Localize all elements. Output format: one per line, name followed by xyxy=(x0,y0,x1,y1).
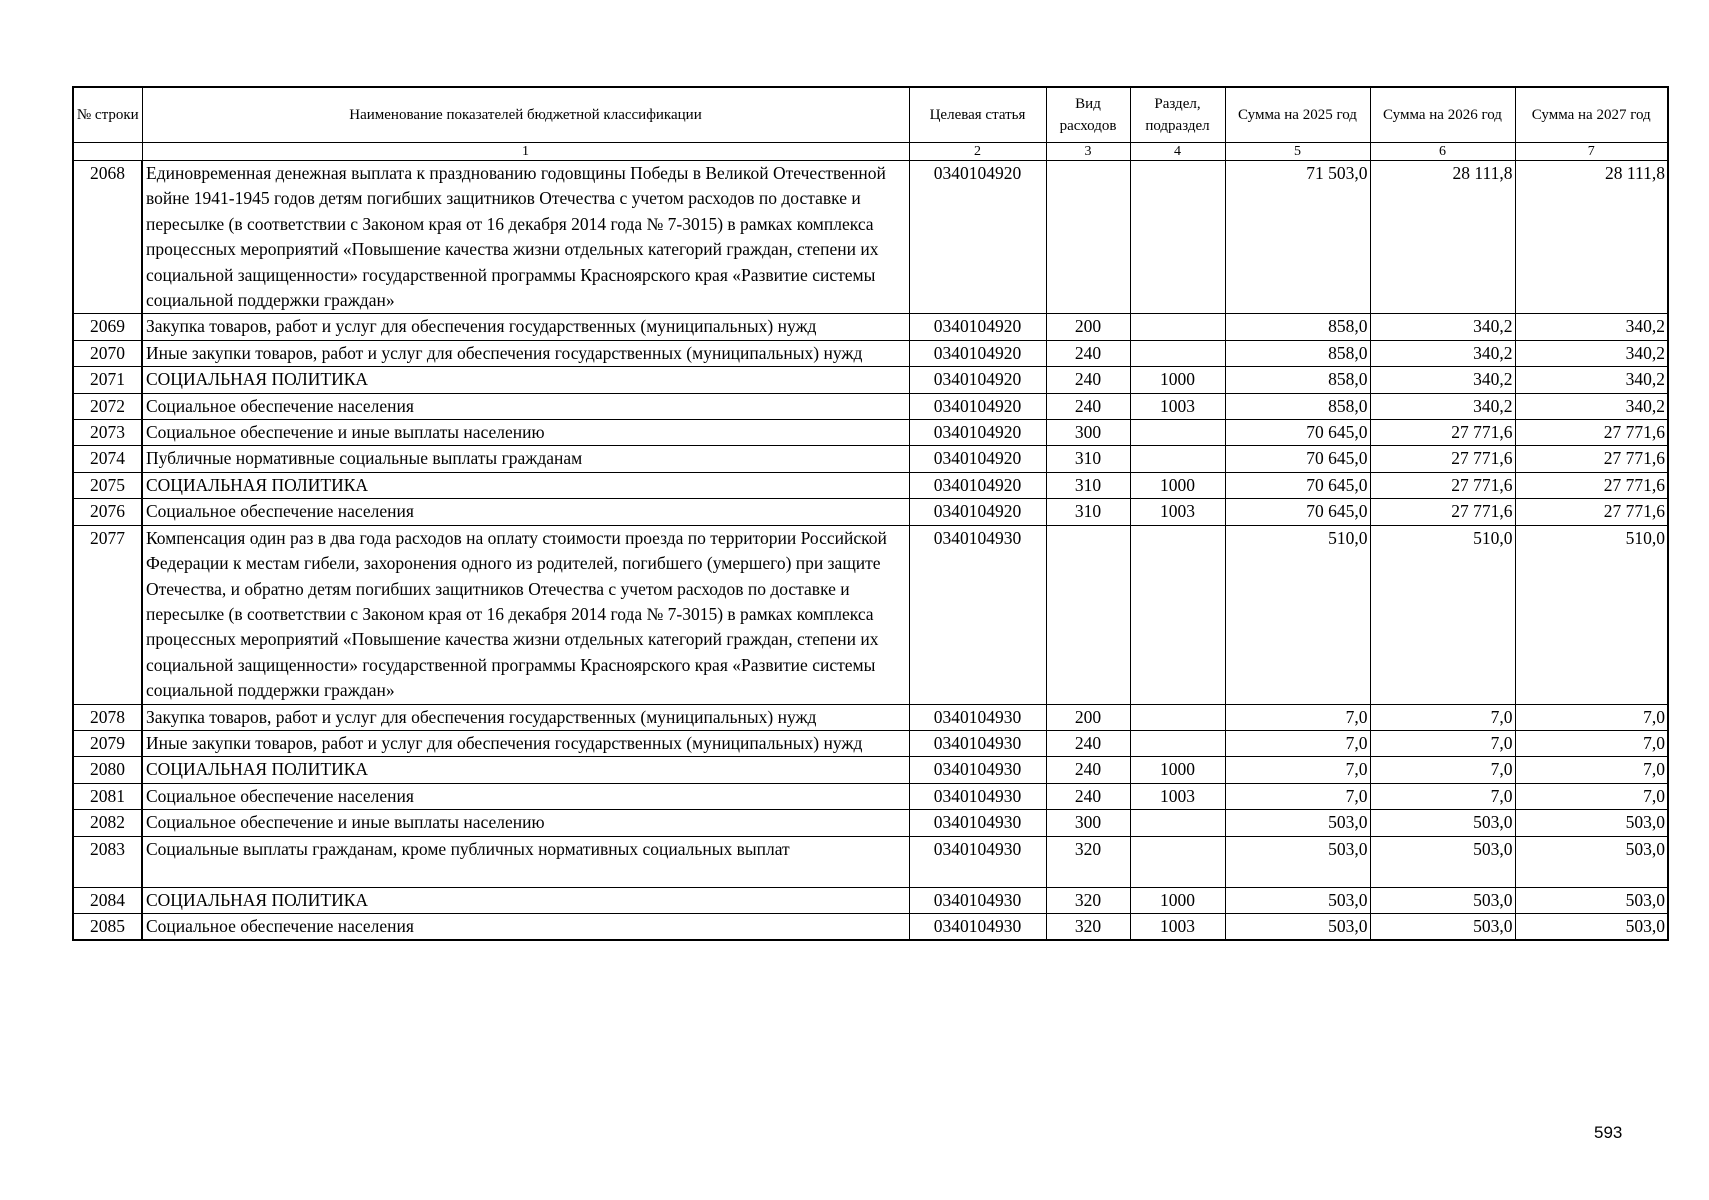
sum-2026-cell: 7,0 xyxy=(1370,730,1515,756)
table-row xyxy=(73,783,1668,809)
sum-2026-cell: 510,0 xyxy=(1370,525,1515,704)
column-number: 2 xyxy=(909,143,1046,161)
sum-2027-cell: 28 111,8 xyxy=(1515,161,1668,314)
indicator-name-cell: Социальное обеспечение и иные выплаты населению xyxy=(142,810,909,836)
sum-2025-cell: 510,0 xyxy=(1225,525,1370,704)
sum-2027-cell: 503,0 xyxy=(1515,887,1668,913)
sum-2027-cell: 7,0 xyxy=(1515,783,1668,809)
indicator-name-cell: Социальное обеспечение и иные выплаты населению xyxy=(142,420,909,446)
table-row xyxy=(73,730,1668,756)
table-row xyxy=(73,499,1668,525)
column-number: 5 xyxy=(1225,143,1370,161)
expense-type-cell: 240 xyxy=(1046,367,1130,393)
expense-type-cell: 240 xyxy=(1046,757,1130,783)
section-cell xyxy=(1130,161,1225,314)
sum-2027-cell: 340,2 xyxy=(1515,393,1668,419)
row-number-cell: 2068 xyxy=(73,161,142,314)
sum-2025-cell: 858,0 xyxy=(1225,367,1370,393)
expense-type-cell xyxy=(1046,525,1130,704)
row-number-cell: 2079 xyxy=(73,730,142,756)
row-number-cell: 2072 xyxy=(73,393,142,419)
row-number-cell: 2077 xyxy=(73,525,142,704)
header-sum-2027: Сумма на 2027 год xyxy=(1515,87,1668,143)
target-article-cell: 0340104930 xyxy=(909,836,1046,887)
row-number-cell: 2070 xyxy=(73,340,142,366)
table-header xyxy=(73,87,1668,161)
target-article-cell: 0340104930 xyxy=(909,810,1046,836)
table-row xyxy=(73,472,1668,498)
section-cell xyxy=(1130,704,1225,730)
sum-2025-cell: 7,0 xyxy=(1225,704,1370,730)
sum-2025-cell: 71 503,0 xyxy=(1225,161,1370,314)
header-expense-type: Вид расходов xyxy=(1046,87,1130,143)
expense-type-cell: 240 xyxy=(1046,730,1130,756)
table-row xyxy=(73,525,1668,704)
sum-2027-cell: 503,0 xyxy=(1515,913,1668,940)
target-article-cell: 0340104920 xyxy=(909,340,1046,366)
expense-type-cell: 240 xyxy=(1046,393,1130,419)
table-row xyxy=(73,757,1668,783)
page-number: 593 xyxy=(1594,1123,1623,1142)
sum-2027-cell: 7,0 xyxy=(1515,730,1668,756)
section-cell: 1003 xyxy=(1130,499,1225,525)
sum-2025-cell: 503,0 xyxy=(1225,836,1370,887)
sum-2026-cell: 503,0 xyxy=(1370,913,1515,940)
indicator-name-cell: СОЦИАЛЬНАЯ ПОЛИТИКА xyxy=(142,887,909,913)
target-article-cell: 0340104920 xyxy=(909,420,1046,446)
header-name: Наименование показателей бюджетной классификации xyxy=(142,87,909,143)
expense-type-cell xyxy=(1046,161,1130,314)
indicator-name-cell: Социальное обеспечение населения xyxy=(142,913,909,940)
target-article-cell: 0340104930 xyxy=(909,704,1046,730)
target-article-cell: 0340104930 xyxy=(909,757,1046,783)
sum-2026-cell: 503,0 xyxy=(1370,810,1515,836)
target-article-cell: 0340104920 xyxy=(909,446,1046,472)
sum-2027-cell: 7,0 xyxy=(1515,757,1668,783)
target-article-cell: 0340104920 xyxy=(909,393,1046,419)
sum-2026-cell: 28 111,8 xyxy=(1370,161,1515,314)
section-cell: 1003 xyxy=(1130,393,1225,419)
sum-2026-cell: 340,2 xyxy=(1370,314,1515,340)
sum-2027-cell: 340,2 xyxy=(1515,314,1668,340)
sum-2025-cell: 70 645,0 xyxy=(1225,472,1370,498)
expense-type-cell: 320 xyxy=(1046,836,1130,887)
sum-2027-cell: 340,2 xyxy=(1515,340,1668,366)
section-cell xyxy=(1130,314,1225,340)
target-article-cell: 0340104930 xyxy=(909,525,1046,704)
row-number-cell: 2080 xyxy=(73,757,142,783)
sum-2026-cell: 340,2 xyxy=(1370,340,1515,366)
table-row xyxy=(73,704,1668,730)
table-row xyxy=(73,420,1668,446)
section-cell xyxy=(1130,836,1225,887)
section-cell xyxy=(1130,446,1225,472)
expense-type-cell: 310 xyxy=(1046,472,1130,498)
indicator-name-cell: Социальное обеспечение населения xyxy=(142,393,909,419)
table-row xyxy=(73,913,1668,940)
section-cell: 1000 xyxy=(1130,757,1225,783)
column-number: 3 xyxy=(1046,143,1130,161)
sum-2025-cell: 7,0 xyxy=(1225,757,1370,783)
indicator-name-cell: Социальное обеспечение населения xyxy=(142,499,909,525)
section-cell xyxy=(1130,810,1225,836)
sum-2026-cell: 340,2 xyxy=(1370,393,1515,419)
expense-type-cell: 300 xyxy=(1046,810,1130,836)
indicator-name-cell: Иные закупки товаров, работ и услуг для обеспечения государственных (муниципальных) нужд xyxy=(142,340,909,366)
sum-2026-cell: 7,0 xyxy=(1370,783,1515,809)
table-row xyxy=(73,836,1668,887)
sum-2025-cell: 503,0 xyxy=(1225,913,1370,940)
target-article-cell: 0340104920 xyxy=(909,367,1046,393)
section-cell xyxy=(1130,730,1225,756)
column-number: 6 xyxy=(1370,143,1515,161)
target-article-cell: 0340104920 xyxy=(909,499,1046,525)
sum-2025-cell: 858,0 xyxy=(1225,340,1370,366)
row-number-cell: 2075 xyxy=(73,472,142,498)
row-number-cell: 2085 xyxy=(73,913,142,940)
sum-2025-cell: 70 645,0 xyxy=(1225,499,1370,525)
budget-table xyxy=(72,86,1669,941)
sum-2025-cell: 858,0 xyxy=(1225,314,1370,340)
expense-type-cell: 240 xyxy=(1046,340,1130,366)
sum-2025-cell: 7,0 xyxy=(1225,783,1370,809)
table-row xyxy=(73,810,1668,836)
section-cell: 1000 xyxy=(1130,887,1225,913)
table-row xyxy=(73,887,1668,913)
sum-2026-cell: 340,2 xyxy=(1370,367,1515,393)
sum-2026-cell: 503,0 xyxy=(1370,836,1515,887)
row-number-cell: 2082 xyxy=(73,810,142,836)
row-number-cell: 2071 xyxy=(73,367,142,393)
expense-type-cell: 200 xyxy=(1046,314,1130,340)
indicator-name-cell: СОЦИАЛЬНАЯ ПОЛИТИКА xyxy=(142,472,909,498)
sum-2027-cell: 27 771,6 xyxy=(1515,446,1668,472)
target-article-cell: 0340104920 xyxy=(909,314,1046,340)
row-number-cell: 2076 xyxy=(73,499,142,525)
indicator-name-cell: Закупка товаров, работ и услуг для обеспечения государственных (муниципальных) нужд xyxy=(142,704,909,730)
header-section: Раздел, подраздел xyxy=(1130,87,1225,143)
section-cell: 1003 xyxy=(1130,783,1225,809)
section-cell: 1000 xyxy=(1130,472,1225,498)
table-row xyxy=(73,161,1668,314)
section-cell xyxy=(1130,340,1225,366)
column-number: 7 xyxy=(1515,143,1668,161)
row-number-cell: 2069 xyxy=(73,314,142,340)
row-number-cell: 2074 xyxy=(73,446,142,472)
sum-2025-cell: 7,0 xyxy=(1225,730,1370,756)
sum-2027-cell: 510,0 xyxy=(1515,525,1668,704)
target-article-cell: 0340104920 xyxy=(909,472,1046,498)
expense-type-cell: 310 xyxy=(1046,499,1130,525)
column-number xyxy=(73,143,142,161)
sum-2025-cell: 503,0 xyxy=(1225,810,1370,836)
section-cell: 1000 xyxy=(1130,367,1225,393)
indicator-name-cell: СОЦИАЛЬНАЯ ПОЛИТИКА xyxy=(142,757,909,783)
sum-2027-cell: 503,0 xyxy=(1515,836,1668,887)
expense-type-cell: 320 xyxy=(1046,913,1130,940)
indicator-name-cell: Единовременная денежная выплата к празднованию годовщины Победы в Великой Отечественной войне 1941-1945 годов детям погибших защитников Отечества с учетом расходов по доставке и пересылке (в соответствии с Законом края от 16 декабря 2014 года № 7-3015) в рамках комплекса процессных мероприятий «Повышение качества жизни отдельных категорий граждан, степени их социальной защищенности» государственной программы Красноярского края «Развитие системы социальной поддержки граждан» xyxy=(142,161,909,314)
column-numbers-row xyxy=(73,143,1668,161)
sum-2027-cell: 7,0 xyxy=(1515,704,1668,730)
section-cell xyxy=(1130,420,1225,446)
sum-2027-cell: 27 771,6 xyxy=(1515,472,1668,498)
row-number-cell: 2083 xyxy=(73,836,142,887)
section-cell: 1003 xyxy=(1130,913,1225,940)
table-body xyxy=(73,161,1668,941)
target-article-cell: 0340104930 xyxy=(909,887,1046,913)
target-article-cell: 0340104930 xyxy=(909,913,1046,940)
header-target-article: Целевая статья xyxy=(909,87,1046,143)
sum-2026-cell: 27 771,6 xyxy=(1370,420,1515,446)
target-article-cell: 0340104930 xyxy=(909,730,1046,756)
indicator-name-cell: Социальные выплаты гражданам, кроме публичных нормативных социальных выплат xyxy=(142,836,909,887)
table-row xyxy=(73,340,1668,366)
expense-type-cell: 240 xyxy=(1046,783,1130,809)
column-number: 4 xyxy=(1130,143,1225,161)
expense-type-cell: 300 xyxy=(1046,420,1130,446)
header-row-number: № строки xyxy=(73,87,142,143)
row-number-cell: 2084 xyxy=(73,887,142,913)
column-number: 1 xyxy=(142,143,909,161)
indicator-name-cell: Иные закупки товаров, работ и услуг для обеспечения государственных (муниципальных) нужд xyxy=(142,730,909,756)
sum-2027-cell: 27 771,6 xyxy=(1515,420,1668,446)
sum-2026-cell: 27 771,6 xyxy=(1370,499,1515,525)
indicator-name-cell: Закупка товаров, работ и услуг для обеспечения государственных (муниципальных) нужд xyxy=(142,314,909,340)
sum-2027-cell: 503,0 xyxy=(1515,810,1668,836)
indicator-name-cell: Компенсация один раз в два года расходов на оплату стоимости проезда по территории Российской Федерации к местам гибели, захоронения одного из родителей, погибшего (умершего) при защите Отечества, и обратно детям погибших защитников Отечества с учетом расходов по доставке и пересылке (в соответствии с Законом края от 16 декабря 2014 года № 7-3015) в рамках комплекса процессных мероприятий «Повышение качества жизни отдельных категорий граждан, степени их социальной защищенности» государственной программы Красноярского края «Развитие системы социальной поддержки граждан» xyxy=(142,525,909,704)
sum-2027-cell: 340,2 xyxy=(1515,367,1668,393)
header-sum-2025: Сумма на 2025 год xyxy=(1225,87,1370,143)
expense-type-cell: 310 xyxy=(1046,446,1130,472)
sum-2026-cell: 27 771,6 xyxy=(1370,472,1515,498)
expense-type-cell: 200 xyxy=(1046,704,1130,730)
indicator-name-cell: Публичные нормативные социальные выплаты гражданам xyxy=(142,446,909,472)
target-article-cell: 0340104930 xyxy=(909,783,1046,809)
indicator-name-cell: СОЦИАЛЬНАЯ ПОЛИТИКА xyxy=(142,367,909,393)
sum-2026-cell: 503,0 xyxy=(1370,887,1515,913)
table-row xyxy=(73,314,1668,340)
table-row xyxy=(73,393,1668,419)
row-number-cell: 2073 xyxy=(73,420,142,446)
sum-2025-cell: 70 645,0 xyxy=(1225,446,1370,472)
header-sum-2026: Сумма на 2026 год xyxy=(1370,87,1515,143)
target-article-cell: 0340104920 xyxy=(909,161,1046,314)
sum-2027-cell: 27 771,6 xyxy=(1515,499,1668,525)
sum-2025-cell: 503,0 xyxy=(1225,887,1370,913)
table-row xyxy=(73,446,1668,472)
sum-2026-cell: 7,0 xyxy=(1370,704,1515,730)
expense-type-cell: 320 xyxy=(1046,887,1130,913)
row-number-cell: 2081 xyxy=(73,783,142,809)
sum-2025-cell: 70 645,0 xyxy=(1225,420,1370,446)
section-cell xyxy=(1130,525,1225,704)
table-row xyxy=(73,367,1668,393)
sum-2025-cell: 858,0 xyxy=(1225,393,1370,419)
sum-2026-cell: 27 771,6 xyxy=(1370,446,1515,472)
indicator-name-cell: Социальное обеспечение населения xyxy=(142,783,909,809)
row-number-cell: 2078 xyxy=(73,704,142,730)
sum-2026-cell: 7,0 xyxy=(1370,757,1515,783)
